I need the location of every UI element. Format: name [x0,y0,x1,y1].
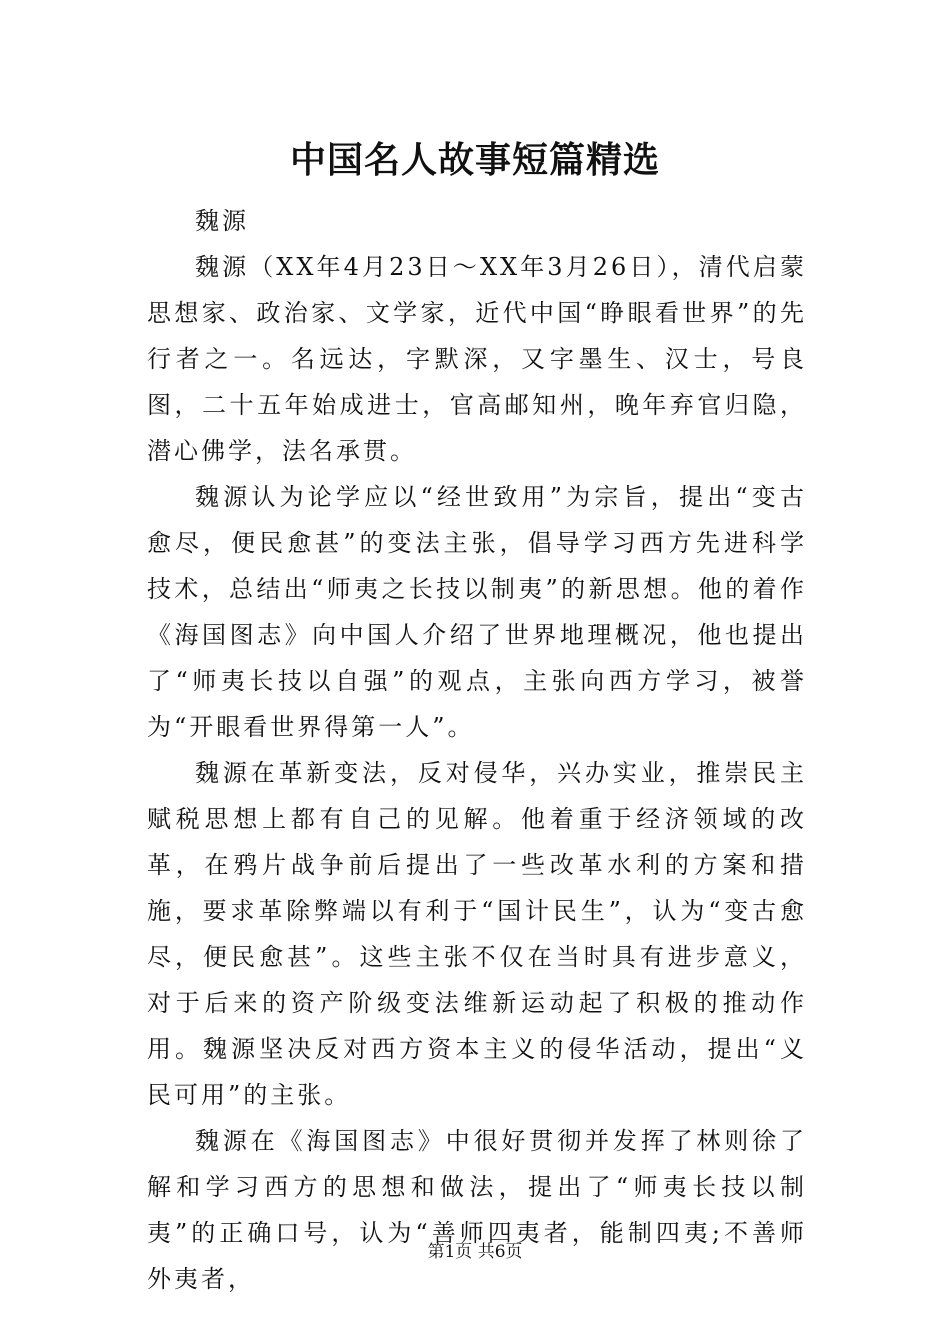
paragraph-reform: 魏源在革新变法，反对侵华，兴办实业，推崇民主赋税思想上都有自己的见解。他着重于经济领域的改革，在鸦片战争前后提出了一些改革水利的方案和措施，要求革除弊端以有利于“国计民生”，认为“变古愈尽，便民愈甚”。这些主张不仅在当时具有进步意义，对于后来的资产阶级变法维新运动起了积极的推动作用。魏源坚决反对西方资本主义的侵华活动，提出“义民可用”的主张。 [147,759,807,1109]
paragraph-subject-name: 魏源 [195,207,249,235]
paragraph-ideas: 魏源认为论学应以“经世致用”为宗旨，提出“变古愈尽，便民愈甚”的变法主张，倡导学习西方先进科学技术，总结出“师夷之长技以制夷”的新思想。他的着作《海国图志》向中国人介绍了世界地理概况，他也提出了“师夷长技以自强”的观点，主张向西方学习，被誉为“开眼看世界得第一人”。 [147,483,807,741]
paragraph-biography: 魏源（XX年4月23日～XX年3月26日），清代启蒙思想家、政治家、文学家，近代中国“睁眼看世界”的先行者之一。名远达，字默深，又字墨生、汉士，号良图，二十五年始成进士，官高邮知州，晚年弃官归隐，潜心佛学，法名承贯。 [147,253,807,465]
page-title: 中国名人故事短篇精选 [289,139,660,181]
paragraph-haiguo-tuzhi: 魏源在《海国图志》中很好贯彻并发挥了林则徐了解和学习西方的思想和做法，提出了“师夷长技以制夷”的正确口号，认为“善师四夷者，能制四夷;不善师外夷者， [147,1127,807,1293]
document-body [147,198,807,1302]
page-footer: 第1页 共6页 [427,1242,523,1262]
